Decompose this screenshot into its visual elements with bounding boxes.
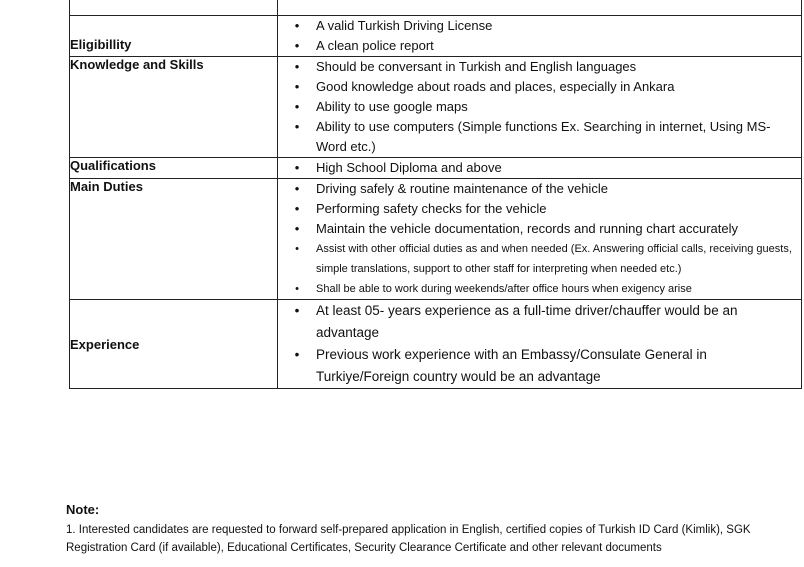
bullet-icon: • [294, 38, 300, 53]
table-row-experience [70, 300, 802, 389]
table-row-eligibility [70, 16, 802, 57]
bullet-icon: • [294, 347, 300, 362]
bullet-icon: • [294, 160, 300, 175]
list-item: • Ability to use computers (Simple functions Ex. Searching in internet, Using MS-Word etc.) [278, 117, 801, 157]
eligibility-label: Eligibillity [70, 16, 278, 57]
list-item: • Performing safety checks for the vehicle [278, 199, 801, 219]
qualifications-items [278, 158, 802, 179]
list-item: • Good knowledge about roads and places, especially in Ankara [278, 77, 801, 97]
table-row-knowledge [70, 57, 802, 158]
bullet-icon: • [294, 119, 300, 134]
bullet-icon: • [294, 221, 300, 236]
bullet-icon: • [294, 303, 300, 318]
bullet-icon: • [294, 201, 300, 216]
eligibility-items [278, 16, 802, 57]
bullet-icon: • [294, 99, 300, 114]
list-item: • A clean police report [278, 36, 801, 56]
list-item: • Previous work experience with an Embassy/Consulate General in Turkiye/Foreign country would be an advantage [278, 344, 801, 388]
list-item: • Maintain the vehicle documentation, records and running chart accurately [278, 219, 801, 239]
bullet-icon: • [295, 243, 299, 255]
qualifications-label: Qualifications [70, 158, 278, 179]
list-item: • At least 05- years experience as a full-time driver/chauffer would be an advantage [278, 300, 801, 344]
list-item: • A valid Turkish Driving License [278, 16, 801, 36]
requirements-table [69, 0, 802, 389]
note-heading: Note: [66, 502, 100, 517]
row-items [278, 0, 802, 16]
bullet-icon: • [294, 181, 300, 196]
knowledge-items [278, 57, 802, 158]
bullet-icon: • [294, 59, 300, 74]
table-row-top [70, 0, 802, 16]
list-item: • Should be conversant in Turkish and English languages [278, 57, 801, 77]
bullet-icon: • [294, 18, 300, 33]
knowledge-label: Knowledge and Skills [70, 57, 278, 158]
note-item-1: 1. Interested candidates are requested to forward self-prepared application in English, certified copies of Turkish ID Card (Kimlik), SGK Registration Card (if available), Educational Certificates, Security Clearance Certificate and other relevant documents [66, 524, 751, 554]
list-item: • Ability to use google maps [278, 97, 801, 117]
experience-items [278, 300, 802, 389]
list-item: • Assist with other official duties as and when needed (Ex. Answering official calls, receiving guests, simple translations, support to other staff for interpreting when needed etc.) [278, 239, 801, 279]
list-item: • Driving safely & routine maintenance of the vehicle [278, 179, 801, 199]
list-item: • Shall be able to work during weekends/after office hours when exigency arise [278, 279, 801, 299]
bullet-icon: • [294, 79, 300, 94]
main-duties-items [278, 179, 802, 300]
table-row-main-duties [70, 179, 802, 300]
row-label [70, 0, 278, 16]
experience-label: Experience [70, 300, 278, 389]
main-duties-label: Main Duties [70, 179, 278, 300]
list-item: • High School Diploma and above [278, 158, 801, 178]
table-row-qualifications [70, 158, 802, 179]
bullet-icon: • [295, 283, 299, 295]
